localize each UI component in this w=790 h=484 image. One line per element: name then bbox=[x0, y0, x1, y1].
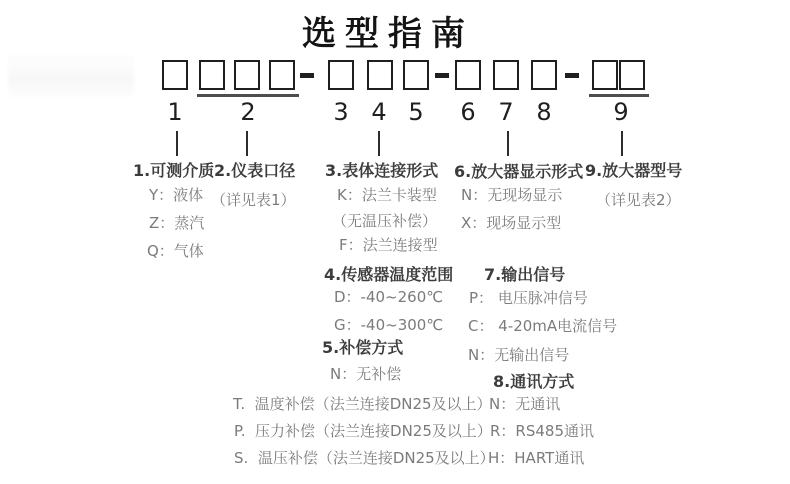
section-4-option-d: D：-40~260℃ bbox=[334, 288, 444, 306]
section-4-heading: 4.传感器温度范围 bbox=[324, 265, 454, 284]
position-number-5: 5 bbox=[408, 98, 424, 126]
section-5-option-p: P. 压力补偿（法兰连接DN25及以上） bbox=[234, 422, 492, 440]
code-box-11 bbox=[592, 60, 618, 90]
section-7-heading: 7.输出信号 bbox=[484, 265, 566, 284]
page-title: 选型指南 bbox=[302, 14, 474, 54]
section-5-option-s: S. 温压补偿（法兰连接DN25及以上） bbox=[234, 449, 495, 467]
section-8-option-h: H：HART通讯 bbox=[488, 449, 585, 467]
section-6-option-x: X：现场显示型 bbox=[461, 214, 562, 232]
section-3-heading: 3.表体连接形式 bbox=[325, 161, 439, 180]
section-1-heading: 1.可测介质 bbox=[133, 161, 215, 180]
section-5-heading: 5.补偿方式 bbox=[322, 338, 404, 357]
group-2-underline bbox=[197, 94, 299, 97]
section-1-option-q: Q：气体 bbox=[147, 242, 204, 260]
section-8-heading: 8.通讯方式 bbox=[493, 372, 575, 391]
code-box-7 bbox=[403, 60, 429, 90]
section-6-heading: 6.放大器显示形式 bbox=[454, 162, 584, 181]
section-8-option-r: R：RS485通讯 bbox=[490, 422, 594, 440]
position-number-8: 8 bbox=[536, 98, 552, 126]
section-7-option-c: C： 4-20mA电流信号 bbox=[468, 317, 618, 335]
position-number-2: 2 bbox=[240, 98, 256, 126]
section-5-option-n: N：无补偿 bbox=[330, 365, 402, 383]
section-4-option-g: G：-40~300℃ bbox=[334, 316, 444, 334]
dash-separator-1 bbox=[300, 73, 314, 78]
section-2-note: （详见表1） bbox=[211, 191, 296, 209]
section-7-option-n: N：无输出信号 bbox=[468, 346, 570, 364]
group-9-underline bbox=[589, 94, 649, 97]
dash-separator-3 bbox=[565, 73, 579, 78]
code-box-9 bbox=[493, 60, 519, 90]
code-box-6 bbox=[367, 60, 393, 90]
connector-line-4 bbox=[507, 131, 509, 156]
connector-line-2 bbox=[246, 131, 248, 156]
section-9-note: （详见表2） bbox=[596, 191, 681, 209]
section-1-option-y: Y：液体 bbox=[149, 186, 204, 204]
section-7-option-p: P： 电压脉冲信号 bbox=[469, 289, 588, 307]
position-number-7: 7 bbox=[498, 98, 514, 126]
code-box-1 bbox=[162, 60, 188, 90]
connector-line-5 bbox=[621, 131, 623, 156]
position-number-4: 4 bbox=[371, 98, 387, 126]
code-box-5 bbox=[328, 60, 354, 90]
position-number-3: 3 bbox=[333, 98, 349, 126]
section-1-option-z: Z：蒸汽 bbox=[149, 214, 205, 232]
section-3-option-f: F：法兰连接型 bbox=[339, 236, 438, 254]
section-5-option-t: T. 温度补偿（法兰连接DN25及以上） bbox=[233, 395, 492, 413]
connector-line-1 bbox=[176, 131, 178, 156]
code-box-3 bbox=[234, 60, 260, 90]
watermark bbox=[8, 55, 134, 97]
section-3-option-k: K：法兰卡装型 bbox=[337, 186, 437, 204]
connector-line-3 bbox=[378, 131, 380, 156]
position-number-6: 6 bbox=[460, 98, 476, 126]
code-box-10 bbox=[531, 60, 557, 90]
section-3-option-k-note: （无温压补偿） bbox=[332, 212, 438, 230]
section-2-heading: 2.仪表口径 bbox=[214, 161, 296, 180]
position-number-1: 1 bbox=[167, 98, 183, 126]
section-6-option-n: N：无现场显示 bbox=[461, 186, 563, 204]
section-8-option-n: N：无通讯 bbox=[489, 395, 561, 413]
code-box-4 bbox=[269, 60, 295, 90]
code-box-12 bbox=[619, 60, 645, 90]
code-box-8 bbox=[455, 60, 481, 90]
section-9-heading: 9.放大器型号 bbox=[585, 161, 683, 180]
dash-separator-2 bbox=[435, 73, 449, 78]
position-number-9: 9 bbox=[613, 98, 629, 126]
code-box-2 bbox=[199, 60, 225, 90]
